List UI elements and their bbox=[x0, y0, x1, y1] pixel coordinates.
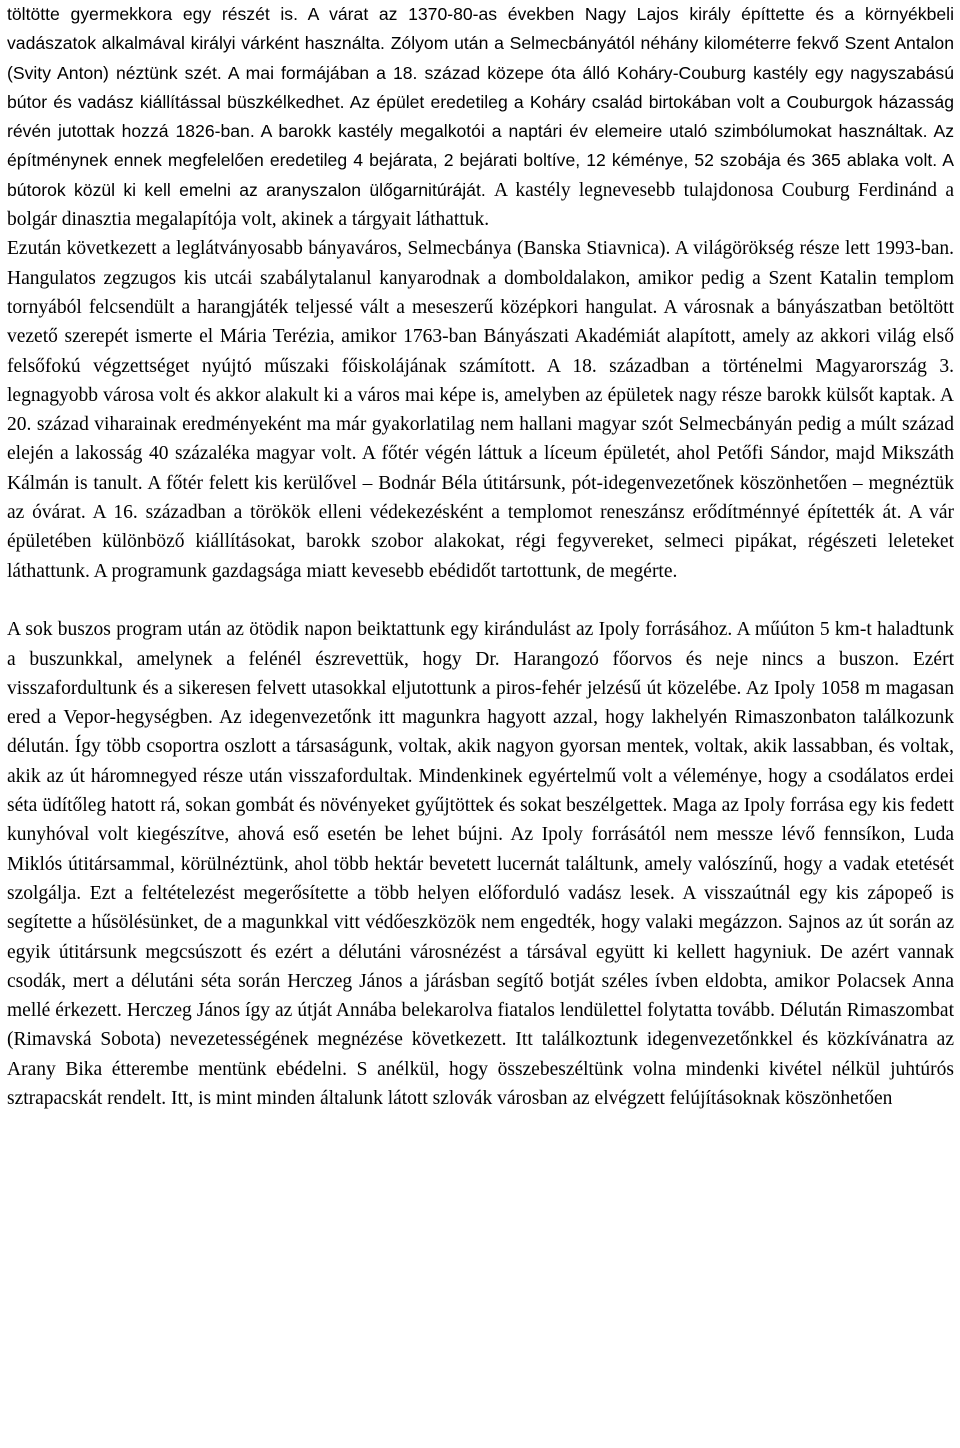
paragraph-text: Ezután következett a leglátványosabb bányaváros, Selmecbánya (Banska Stiavnica). A világörökség része lett 1993-ban. Hangulatos zegzugos kis utcái szabálytalanul kanyarodnak a domboldalakon, amikor pedig a Szent Katalin templom tornyából felcsendült a harangjáték teljessé vált a meseszerű középkori hangulat. A városnak a bányászatban betöltött vezető szerepét ismerte el Mária Terézia, amikor 1763-ban Bányászati Akadémiát alapított, amely az akkori világ első felsőfokú végzettséget nyújtó műszaki főiskolájának számított. A 18. században a történelmi Magyarország 3. legnagyobb városa volt és akkor alakult ki a város mai képe is, amelyben az épületek nagy része barokk külsőt kaptak. A 20. század viharainak eredményeként ma már gyakorlatilag nem hallani magyar szót Selmecbányán pedig a múlt század elején a lakosság 40 százaléka magyar volt. A főtér végén láttuk a líceum épületét, ahol Petőfi Sándor, majd Mikszáth Kálmán is tanult. A főtér felett kis kerülővel – Bodnár Béla útitársunk, pót-idegenvezetőnek köszönhetően – megnéztük az óvárat. A 16. században a törökök elleni védekezésként a templomot reneszánsz erődítménnyé építették át. A vár épületében különböző kiállításokat, barokk szobor alakokat, régi fegyvereket, selmeci pipákat, régészeti leleteket láthattunk. A programunk gazdagsága miatt kevesebb ebédidőt tartottunk, de megérte. bbox=[7, 238, 954, 582]
paragraph-text-serif: A kastély legnevesebb tulajdonosa Couburg Ferdinánd a bolgár dinasztia megalapítója volt, akinek a tárgyait láthattuk. bbox=[7, 179, 954, 231]
document-page bbox=[7, 0, 954, 1113]
paragraph-selmecbanya bbox=[7, 234, 954, 586]
paragraph-kastely bbox=[7, 0, 954, 234]
paragraph-text-sans: töltötte gyermekkora egy részét is. A várat az 1370-80-as években Nagy Lajos király építtette és a környékbeli vadászatok alkalmával királyi várként használta. Zólyom után a Selmecbányától néhány kilométerre fekvő Szent Antalon (Svity Anton) néztünk szét. A mai formájában a 18. század közepe óta álló Koháry-Couburg kastély egy nagyszabású bútor és vadász kiállítással büszkélkedhet. Az épület eredetileg a Koháry család birtokában volt a Couburgok házasság révén jutottak hozzá 1826-ban. A barokk kastély megalkotói a naptári év elemeire utaló szimbólumokat használtak. Az építménynek ennek megfelelően eredetileg 4 bejárata, 2 bejárati boltíve, 12 kéménye, 52 szobája és 365 ablaka volt. A bútorok közül ki kell emelni az aranyszalon ülőgarnitúráját. bbox=[7, 4, 954, 200]
paragraph-ipoly bbox=[7, 615, 954, 1113]
paragraph-text: A sok buszos program után az ötödik napon beiktattunk egy kirándulást az Ipoly forrásához. A műúton 5 km-t haladtunk a buszunkkal, amelynek a felénél észrevettük, hogy Dr. Harangozó főorvos és neje nincs a buszon. Ezért visszafordultunk és a sikeresen felvett utasokkal eljutottunk a piros-fehér jelzésű út közelébe. Az Ipoly 1058 m magasan ered a Vepor-hegységben. Az idegenvezetőnk itt magunkra hagyott azzal, hogy lakhelyén Rimaszonbaton találkozunk délután. Így több csoportra oszlott a társaságunk, voltak, akik nagyon gyorsan mentek, voltak, akik lassabban, és voltak, akik az út háromnegyed része után visszafordultak. Mindenkinek egyértelmű volt a véleménye, hogy a csodálatos erdei séta üdítőleg hatott rá, sokan gombát és növényeket gyűjtöttek és sokat beszélgettek. Maga az Ipoly forrása egy kis fedett kunyhóval volt kiegészítve, ahová eső esetén be lehet bújni. Az Ipoly forrásától nem messze lévő fennsíkon, Luda Miklós útitársammal, körülnéztünk, ahol több hektár bevetett lucernát találtunk, amely valószínű, hogy a vadak etetését szolgálja. Ezt a feltételezést megerősítette a több helyen előforduló vadász lesek. A visszaútnál egy kis zápореő is segítette a hűsölésünket, de a magunkkal vitt védőeszközök nem engedték, hogy valaki megázzon. Sajnos az út során az egyik útitársunk megcsúszott és ezért a délutáni városnézést a társával együtt ki kellett hagyniuk. De azért vannak csodák, mert a délutáni séta során Herczeg János a járásban segítő botját széles ívben eldobta, amikor Polacsek Anna mellé érkezett. Herczeg János így az útját Annába belekarolva fiatalos lendülettel folytatta tovább. Délután Rimaszombat (Rimavská Sobota) nevezetességének megnézése következett. Itt találkoztunk idegenvezetőnkkel és közkívánatra az Arany Bika étterembe mentünk ebédelni. S anélkül, hogy összebeszéltünk volna mindenki kivétel nélkül juhtúrós sztrapacskát rendelt. Itt, is mint minden általunk látott szlovák városban az elvégzett felújításoknak köszönhetően bbox=[7, 619, 954, 1109]
paragraph-spacer bbox=[7, 586, 954, 615]
